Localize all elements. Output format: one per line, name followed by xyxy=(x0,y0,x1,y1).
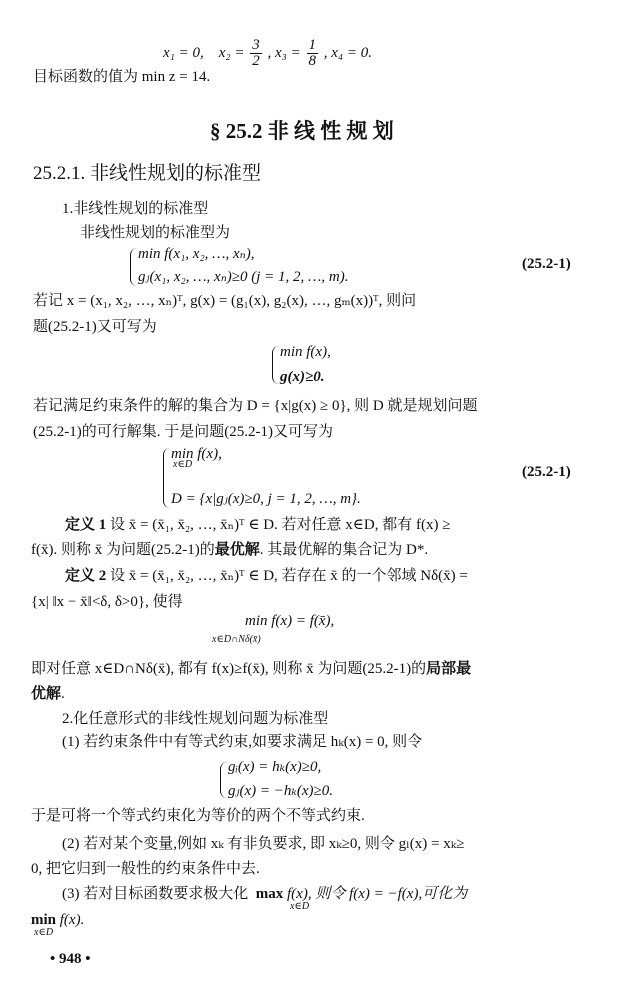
case1-eq-line2: gⱼ(x) = −hₖ(x)≥0. xyxy=(228,783,333,799)
eq1-line2: gⱼ(x₁, x₂, …, xₙ)≥0 (j = 1, 2, …, m). xyxy=(138,269,349,285)
eq3-line2: D = {x|gⱼ(x)≥0, j = 1, 2, …, m}. xyxy=(171,491,361,507)
min-subscript: x∈D xyxy=(34,927,54,938)
page-number: • 948 • xyxy=(50,951,91,967)
denominator: 8 xyxy=(308,53,316,69)
definition-2-label: 定义 2 xyxy=(65,568,107,584)
max-operator: max xyxy=(255,886,284,902)
para1-line1: 若记 x = (x₁, x₂, …, xₙ)ᵀ, g(x) = (g₁(x), g₂(x), …, gₘ(x))ᵀ, 则问 xyxy=(33,293,417,309)
fraction-x2 xyxy=(250,38,262,69)
text: (3) 若对目标函数要求极大化 xyxy=(62,886,249,902)
text: f(x). xyxy=(59,912,85,928)
x4-value: , x₄ = 0. xyxy=(323,44,372,61)
case1-line1: (1) 若约束条件中有等式约束,如要求满足 hₖ(x) = 0, 则令 xyxy=(62,734,423,750)
min-operator: min xyxy=(31,912,57,928)
case3-line1 xyxy=(62,885,467,903)
equation-label: (25.2-1) xyxy=(522,464,571,480)
case2-line1: (2) 若对某个变量,例如 xₖ 有非负要求, 即 xₖ≥0, 则令 gₗ(x) = xₖ≥ xyxy=(62,836,465,852)
brace xyxy=(272,346,279,384)
definition-2-line1 xyxy=(65,567,468,585)
numerator: 3 xyxy=(252,37,260,53)
text: 设 x̄ = (x̄₁, x̄₂, …, x̄ₙ)ᵀ ∈ D, 若存在 x̄ 的一个邻域 Nδ(x̄) = xyxy=(106,568,468,584)
section-title: § 25.2 非 线 性 规 划 xyxy=(210,119,394,143)
denominator: 2 xyxy=(252,53,260,69)
brace xyxy=(163,448,170,508)
brace xyxy=(130,248,137,286)
fraction-x3 xyxy=(307,38,319,69)
text: . xyxy=(61,686,65,702)
objective-value: 目标函数的值为 min z = 14. xyxy=(33,69,211,85)
item1-heading: 1.非线性规划的标准型 xyxy=(62,201,209,217)
definition-2-line3 xyxy=(31,660,471,678)
definition-1-line1 xyxy=(65,516,450,534)
eq3-subscript: x∈D xyxy=(173,459,193,470)
case1-eq-line1: gᵢ(x) = hₖ(x)≥0, xyxy=(228,759,322,775)
text: 设 x̄ = (x̄₁, x̄₂, …, x̄ₙ)ᵀ ∈ D. 若对任意 x∈D, 都有 f(x) ≥ xyxy=(106,517,451,533)
case1-line2: 于是可将一个等式约束化为等价的两个不等式约束. xyxy=(31,808,365,824)
item1-intro: 非线性规划的标准型为 xyxy=(80,225,231,241)
text: 即对任意 x∈D∩Nδ(x̄), 都有 f(x)≥f(x̄), 则称 x̄ 为问题(25.2-1)的 xyxy=(31,661,427,677)
equation-label: (25.2-1) xyxy=(522,256,571,272)
definition-1-label: 定义 1 xyxy=(65,517,107,533)
definition-2-line2: {x| ‖x − x̄‖<δ, δ>0}, 使得 xyxy=(31,594,183,610)
eq3-line1: min f(x), xyxy=(171,446,222,462)
x2-lhs: x₂ = xyxy=(218,44,245,61)
para2-line1: 若记满足约束条件的解的集合为 D = {x|g(x) ≥ 0}, 则 D 就是规划问题 xyxy=(33,398,478,414)
definition-2-equation: min f(x) = f(x̄), xyxy=(245,613,335,629)
subsection-title: 25.2.1. 非线性规划的标准型 xyxy=(33,163,262,184)
para1-line2: 题(25.2-1)又可写为 xyxy=(33,319,157,335)
item2-heading: 2.化任意形式的非线性规划问题为标准型 xyxy=(62,711,329,727)
text: f(x̄). 则称 x̄ 为问题(25.2-1)的 xyxy=(31,542,215,558)
definition-2-equation-subscript: x∈D∩Nδ(x̄) xyxy=(212,634,261,645)
term-local-optimal-cont: 优解 xyxy=(31,686,62,702)
definition-1-line2 xyxy=(31,541,428,559)
term-local-optimal: 局部最 xyxy=(426,661,472,677)
para2-line2: (25.2-1)的可行解集. 于是问题(25.2-1)又可写为 xyxy=(33,424,333,440)
term-optimal-solution: 最优解 xyxy=(214,542,260,558)
text: . 其最优解的集合记为 D*. xyxy=(259,542,429,558)
numerator: 1 xyxy=(308,37,316,53)
x3-lhs: , x₃ = xyxy=(267,44,301,61)
x1-value: x₁ = 0, xyxy=(163,44,204,61)
top-solution xyxy=(163,38,372,69)
definition-2-line4 xyxy=(31,685,65,703)
eq1-line1: min f(x₁, x₂, …, xₙ), xyxy=(138,246,255,262)
eq2-line1: min f(x), xyxy=(280,344,331,360)
text: f(x), 则令 f(x) = −f(x),可化为 xyxy=(287,886,468,902)
max-subscript: x∈D xyxy=(290,901,310,912)
case2-line2: 0, 把它归到一般性的约束条件中去. xyxy=(31,861,260,877)
brace xyxy=(220,762,227,798)
eq2-line2: g(x)≥0. xyxy=(280,369,325,385)
